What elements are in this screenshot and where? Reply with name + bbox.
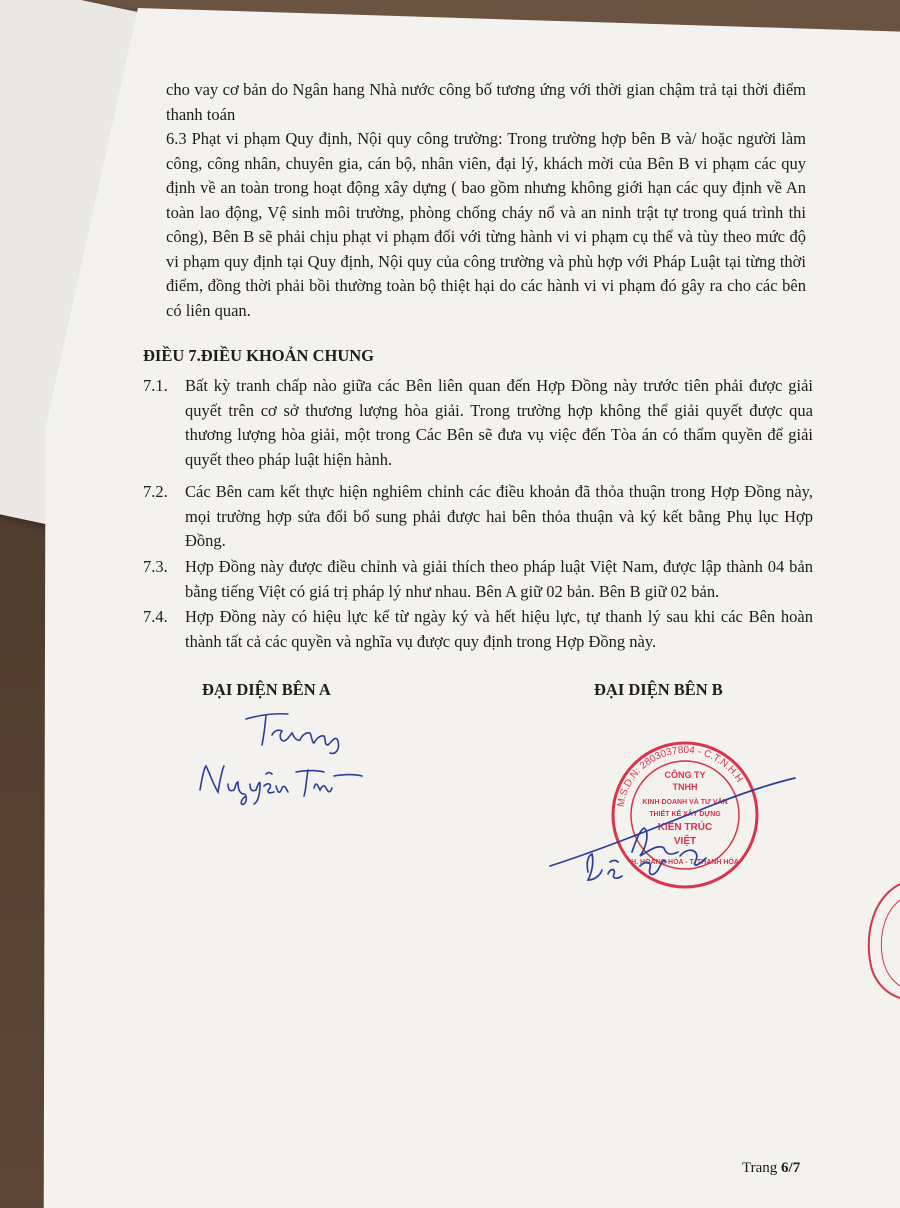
clause-number: 7.4. [143,607,168,626]
clause-7-4 [143,605,813,654]
article-7-heading: ĐIỀU 7.ĐIỀU KHOẢN CHUNG [143,346,375,365]
party-b-signature [540,770,800,900]
page-label: Trang [742,1160,782,1176]
party-a-signature [240,705,360,755]
seal-line-1: CÔNG TY [664,770,706,780]
page-number: 6/7 [781,1160,801,1176]
seal-line-3: KINH DOANH VÀ TƯ VẤN [642,799,728,806]
clause-number: 7.3. [143,557,168,576]
clause-text: Các Bên cam kết thực hiện nghiêm chỉnh các điều khoản đã thỏa thuận trong Hợp Đồng này, mọi trường hợp sửa đổi bổ sung phải được hai bên thỏa thuận và ký kết bằng Phụ lục Hợp Đồng. [185,482,813,550]
seal-tax-code: M.S.D.N: 2803037804 - C.T.N.H.H [615,744,745,808]
seal-line-5: KIẾN TRÚC [657,822,713,833]
clause-text: Hợp Đồng này được điều chỉnh và giải thích theo pháp luật Việt Nam, được lập thành 04 bản bằng tiếng Việt có giá trị pháp lý như nhau. Bên A giữ 02 bản. Bên B giữ 02 bản. [185,557,813,601]
clause-7-3 [143,555,813,604]
seal-line-2: TNHH [672,782,698,792]
clause-text: Bất kỳ tranh chấp nào giữa các Bên liên quan đến Hợp Đồng này trước tiên phải được giải quyết trên cơ sở thương lượng hòa giải. Trong trường hợp không thể giải quyết được qua thương lượng hòa giải, một trong Các Bên sẽ đưa vụ việc đến Tòa án có thẩm quyền để giải quyết theo pháp luật hiện hành. [185,376,813,469]
party-a-name-handwritten [196,760,366,810]
edge-seal-fragment [860,880,900,1000]
clause-text: Hợp Đồng này có hiệu lực kể từ ngày ký và hết hiệu lực, tự thanh lý sau khi các Bên hoàn thành tất cả các quyền và nghĩa vụ được quy định trong Hợp Đồng này. [185,607,813,651]
clause-number: 7.1. [143,376,168,395]
party-b-label: ĐẠI DIỆN BÊN B [594,680,723,699]
seal-line-4: THIẾT KẾ XÂY DỰNG [649,811,721,818]
page-footer [742,1160,800,1177]
clause-7-2 [143,480,813,554]
party-a-label: ĐẠI DIỆN BÊN A [202,680,331,699]
clause-6-3: 6.3 Phạt vi phạm Quy định, Nội quy công trường: Trong trường hợp bên B và/ hoặc người làm công, công nhân, chuyên gia, cán bộ, nhân viên, đại lý, khách mời của Bên B vi phạm các quy định về an toàn trong hoạt động xây dựng ( bao gồm nhưng không giới hạn các quy định về An toàn lao động, Vệ sinh môi trường, phòng chống cháy nổ và an ninh trật tự trong quá trình thi công), Bên B sẽ phải chịu phạt vi phạm đối với từng hành vi vi phạm cụ thể và tùy theo mức độ vi phạm quy định tại Quy định, Nội quy của công trường và phù hợp với Pháp Luật tại từng thời điểm, đồng thời phải bồi thường toàn bộ thiệt hại do các hành vi vi phạm đó gây ra cho các bên có liên quan. [166,129,806,320]
clause-number: 7.2. [143,482,168,501]
intro-text [166,78,806,323]
seal-line-6: VIỆT [673,836,697,847]
intro-line: cho vay cơ bản do Ngân hang Nhà nước công bố tương ứng với thời gian chậm trả tại thời điểm thanh toán [166,80,806,124]
seal-location: H. HOẰNG HÓA - T. THANH HÓA [631,859,739,866]
clause-7-1 [143,374,813,472]
